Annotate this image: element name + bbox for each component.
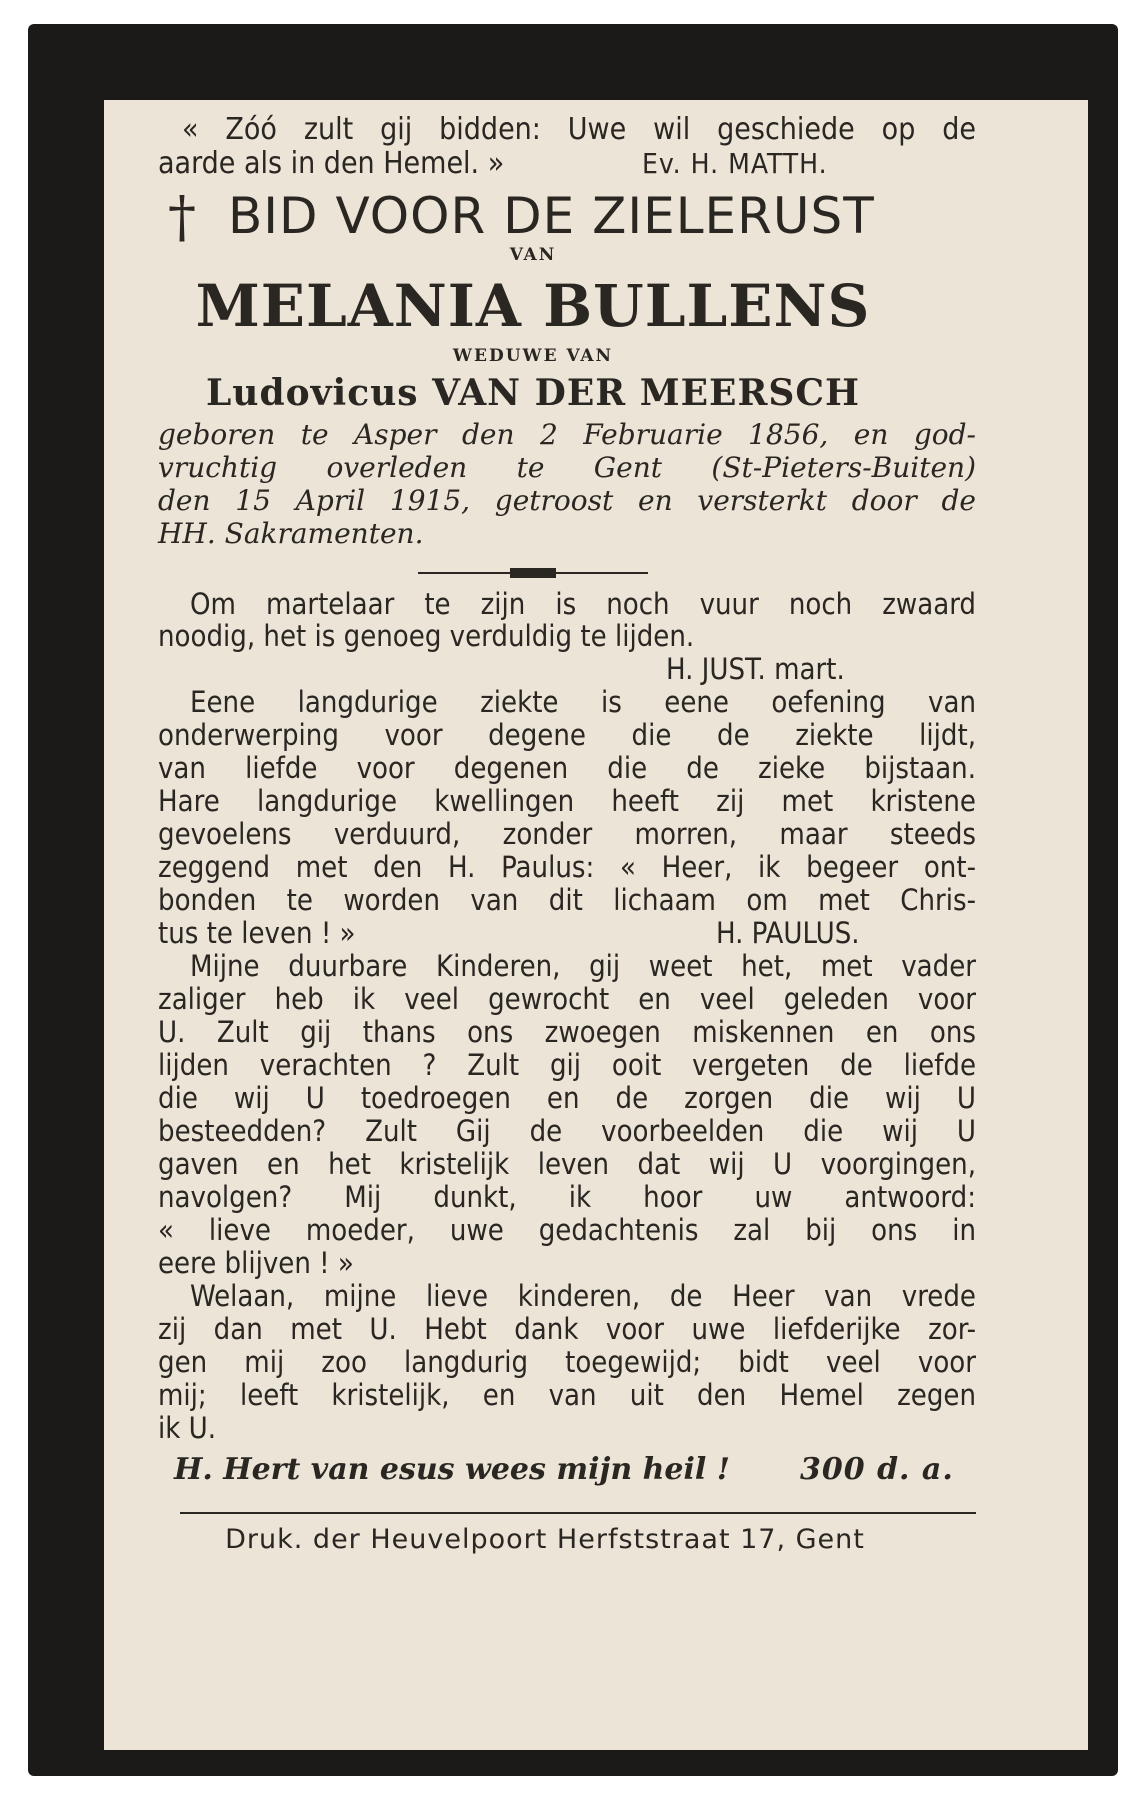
footer-rule bbox=[180, 1512, 976, 1514]
body-line: Hare langdurige kwellingen heeft zij met kristene bbox=[158, 784, 976, 818]
quote-line-1: « Zóó zult gij bidden: Uwe wil geschiede op de bbox=[182, 112, 976, 147]
bio-line-2: vruchtig overleden te Gent (St-Pieters-Buiten) bbox=[158, 451, 976, 484]
body-line: besteedden? Zult Gij de voorbeelden die wij U bbox=[158, 1114, 976, 1148]
bio-line-3: den 15 April 1915, getroost en versterkt door de bbox=[158, 484, 976, 517]
body-line: eere blijven ! » bbox=[158, 1246, 354, 1280]
body-line: zeggend met den H. Paulus: « Heer, ik begeer ont- bbox=[158, 850, 976, 884]
body-line: mij; leeft kristelijk, en van uit den Hemel zegen bbox=[158, 1378, 976, 1412]
body-line: Welaan, mijne lieve kinderen, de Heer van vrede bbox=[190, 1279, 976, 1313]
cross-icon: † bbox=[168, 185, 196, 250]
bio-line-1: geboren te Asper den 2 Februarie 1856, en god- bbox=[158, 418, 976, 451]
body-line: Eene langdurige ziekte is eene oefening van bbox=[190, 685, 976, 719]
body-line: « lieve moeder, uwe gedachtenis zal bij ons in bbox=[158, 1213, 976, 1247]
body-line: zaliger heb ik veel gewrocht en veel geleden voor bbox=[158, 982, 976, 1016]
body-line: lijden verachten ? Zult gij ooit vergeten de liefde bbox=[158, 1048, 976, 1082]
mourning-card-border bbox=[28, 24, 1118, 1776]
prayer-text: H. Hert van esus wees mijn heil ! bbox=[174, 1452, 730, 1487]
body-line: onderwerping voor degene die de ziekte lijdt, bbox=[158, 718, 976, 752]
heading-title: BID VOOR DE ZIELERUST bbox=[228, 187, 875, 245]
body-line: navolgen? Mij dunkt, ik hoor uw antwoord: bbox=[158, 1180, 976, 1214]
body-line: zij dan met U. Hebt dank voor uwe liefderijke zor- bbox=[158, 1312, 976, 1346]
bio-line-4: HH. Sakramenten. bbox=[158, 517, 424, 550]
indulgence-note: 300 d. a. bbox=[800, 1452, 954, 1487]
widow-of-label: WEDUWE VAN bbox=[452, 346, 614, 366]
body-line: gen mij zoo langdurig toegewijd; bidt veel voor bbox=[158, 1345, 976, 1379]
deceased-name: MELANIA BULLENS bbox=[195, 272, 871, 340]
quote-line-2-text: aarde als in den Hemel. » bbox=[158, 146, 505, 181]
printer-line: Druk. der Heuvelpoort Herfststraat 17, Gent bbox=[225, 1524, 865, 1555]
body-line: Mijne duurbare Kinderen, gij weet het, met vader bbox=[190, 949, 976, 983]
card-paper bbox=[104, 100, 1088, 1750]
body-line: noodig, het is genoeg verduldig te lijden. bbox=[158, 619, 695, 653]
body-line: gaven en het kristelijk leven dat wij U voorgingen, bbox=[158, 1147, 976, 1181]
body-line: U. Zult gij thans ons zwoegen miskennen en ons bbox=[158, 1015, 976, 1049]
quote-source: Ev. H. MATTH. bbox=[642, 147, 828, 180]
spouse-name: Ludovicus VAN DER MEERSCH bbox=[205, 372, 861, 414]
body-line: gevoelens verduurd, zonder morren, maar steeds bbox=[158, 817, 976, 851]
body-line: bonden te worden van dit lichaam om met Chris- bbox=[158, 883, 976, 917]
divider-ornament bbox=[510, 568, 556, 578]
body-line: van liefde voor degenen die de zieke bijstaan. bbox=[158, 751, 976, 785]
body-line: die wij U toedroegen en de zorgen die wij U bbox=[158, 1081, 976, 1115]
body-line: ik U. bbox=[158, 1411, 217, 1445]
body-line: Om martelaar te zijn is noch vuur noch zwaard bbox=[190, 587, 976, 621]
body-line: tus te leven ! » bbox=[158, 916, 356, 950]
heading-van: VAN bbox=[509, 245, 557, 265]
body-attribution: H. JUST. mart. bbox=[666, 652, 845, 686]
body-attribution: H. PAULUS. bbox=[716, 916, 860, 950]
